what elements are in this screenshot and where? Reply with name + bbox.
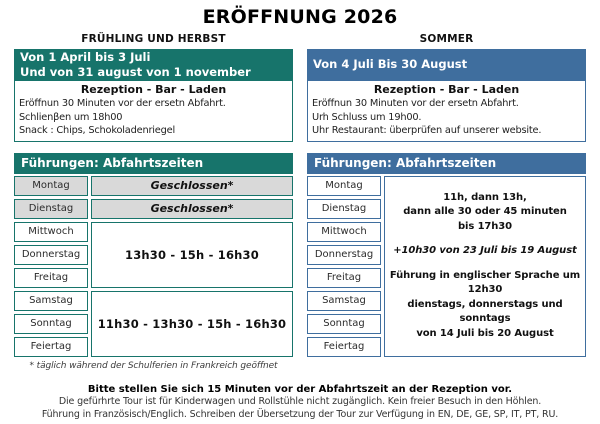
closed-label: Geschlossen* (150, 179, 234, 192)
spring-schedule-table (14, 176, 293, 357)
spring-info-line: Eröffnun 30 Minuten vor der ersetn Abfahrt. (19, 98, 226, 109)
season-columns (0, 33, 600, 371)
footer-notes (0, 384, 600, 422)
summer-info-title: Rezeption - Bar - Laden (373, 83, 520, 96)
day-cell-mittwoch: Mittwoch (307, 222, 381, 242)
spring-info-box (14, 80, 293, 142)
day-cell-montag: Montag (14, 176, 88, 196)
day-cell-samstag: Samstag (14, 291, 88, 311)
summer-info-line: Uhr Restaurant: überprüfen auf unserer website. (312, 125, 542, 136)
day-cell-sonntag: Sonntag (14, 314, 88, 334)
school-holidays-footnote: * täglich während der Schulferien in Frankreich geöffnet (29, 360, 278, 371)
summer-info-line: Eröffnun 30 Minuten vor der ersetn Abfahrt. (312, 98, 519, 109)
day-cell-donnerstag: Donnerstag (307, 245, 381, 265)
day-cell-samstag: Samstag (307, 291, 381, 311)
day-cell-sonntag: Sonntag (307, 314, 381, 334)
summer-season-label: SOMMER (419, 33, 474, 45)
footer-reception-notice: Bitte stellen Sie sich 15 Minuten vor der Abfahrtszeit an der Rezeption vor. (87, 383, 513, 395)
spring-info-line: Schlienβen um 18h00 (19, 111, 123, 123)
day-cell-freitag: Freitag (307, 268, 381, 288)
day-cell-dienstag: Dienstag (14, 199, 88, 219)
value-cell-weekend-times (91, 291, 293, 357)
value-cell-tuesday-closed (91, 199, 293, 219)
summer-period-banner (307, 49, 586, 80)
summer-english-tour-line: sonntags (459, 313, 511, 325)
midweek-times-label: 13h30 - 15h - 16h30 (125, 247, 259, 262)
summer-column (307, 33, 586, 371)
summer-english-tour-line: dienstags, donnerstags und (407, 298, 563, 310)
day-cell-donnerstag: Donnerstag (14, 245, 88, 265)
summer-tours-header: Führungen: Abfahrtszeiten (307, 153, 586, 174)
spring-tours-header: Führungen: Abfahrtszeiten (14, 153, 293, 174)
footer-accessibility-notice: Die gefürhrte Tour ist für Kinderwagen und Rollstühle nicht zugänglich. Kein freier Besuch in den Höhlen. (58, 396, 542, 407)
summer-info-box (307, 80, 586, 142)
footer-languages-notice: Führung in Französisch/Englich. Schreiben der Übersetzung der Tour zur Verfügung in EN, DE, GE, SP, IT, PT, RU. (41, 408, 559, 420)
spring-info-line: Snack : Chips, Schokoladenriegel (19, 125, 175, 136)
summer-schedule-extra: +10h30 von 23 Juli bis 19 August (393, 245, 577, 257)
closed-label: Geschlossen* (150, 202, 234, 215)
value-cell-midweek-times (91, 222, 293, 288)
weekend-times-label: 11h30 - 13h30 - 15h - 16h30 (97, 316, 287, 331)
value-cell-monday-closed (91, 176, 293, 196)
summer-english-tour-line: 12h30 (467, 284, 503, 296)
day-cell-montag: Montag (307, 176, 381, 196)
summer-english-tour-line: von 14 Juli bis 20 August (416, 327, 554, 339)
summer-info-line: Urh Schluss um 19h00. (312, 111, 422, 123)
summer-schedule-line: bis 17h30 (457, 220, 513, 232)
summer-schedule-line: dann alle 30 oder 45 minuten (403, 206, 567, 218)
summer-schedule-table (307, 176, 586, 357)
spring-period-line1: Von 1 April bis 3 Juli (20, 50, 151, 65)
summer-period-line1: Von 4 Juli Bis 30 August (313, 57, 468, 72)
spring-period-line2: Und von 31 august von 1 november (20, 64, 251, 79)
summer-schedule-line: 11h, dann 13h, (443, 191, 527, 203)
spring-info-title: Rezeption - Bar - Laden (80, 83, 227, 96)
value-cell-summer-schedule (384, 176, 586, 357)
spring-column (14, 33, 293, 371)
spring-period-banner (14, 49, 293, 80)
page-title: ERÖFFNUNG 2026 (202, 6, 398, 28)
spring-season-label: FRÜHLING UND HERBST (81, 33, 226, 45)
summer-english-tour-line: Führung in englischer Sprache um (389, 269, 581, 281)
day-cell-feiertag: Feiertag (307, 337, 381, 357)
day-cell-feiertag: Feiertag (14, 337, 88, 357)
day-cell-mittwoch: Mittwoch (14, 222, 88, 242)
day-cell-dienstag: Dienstag (307, 199, 381, 219)
day-cell-freitag: Freitag (14, 268, 88, 288)
